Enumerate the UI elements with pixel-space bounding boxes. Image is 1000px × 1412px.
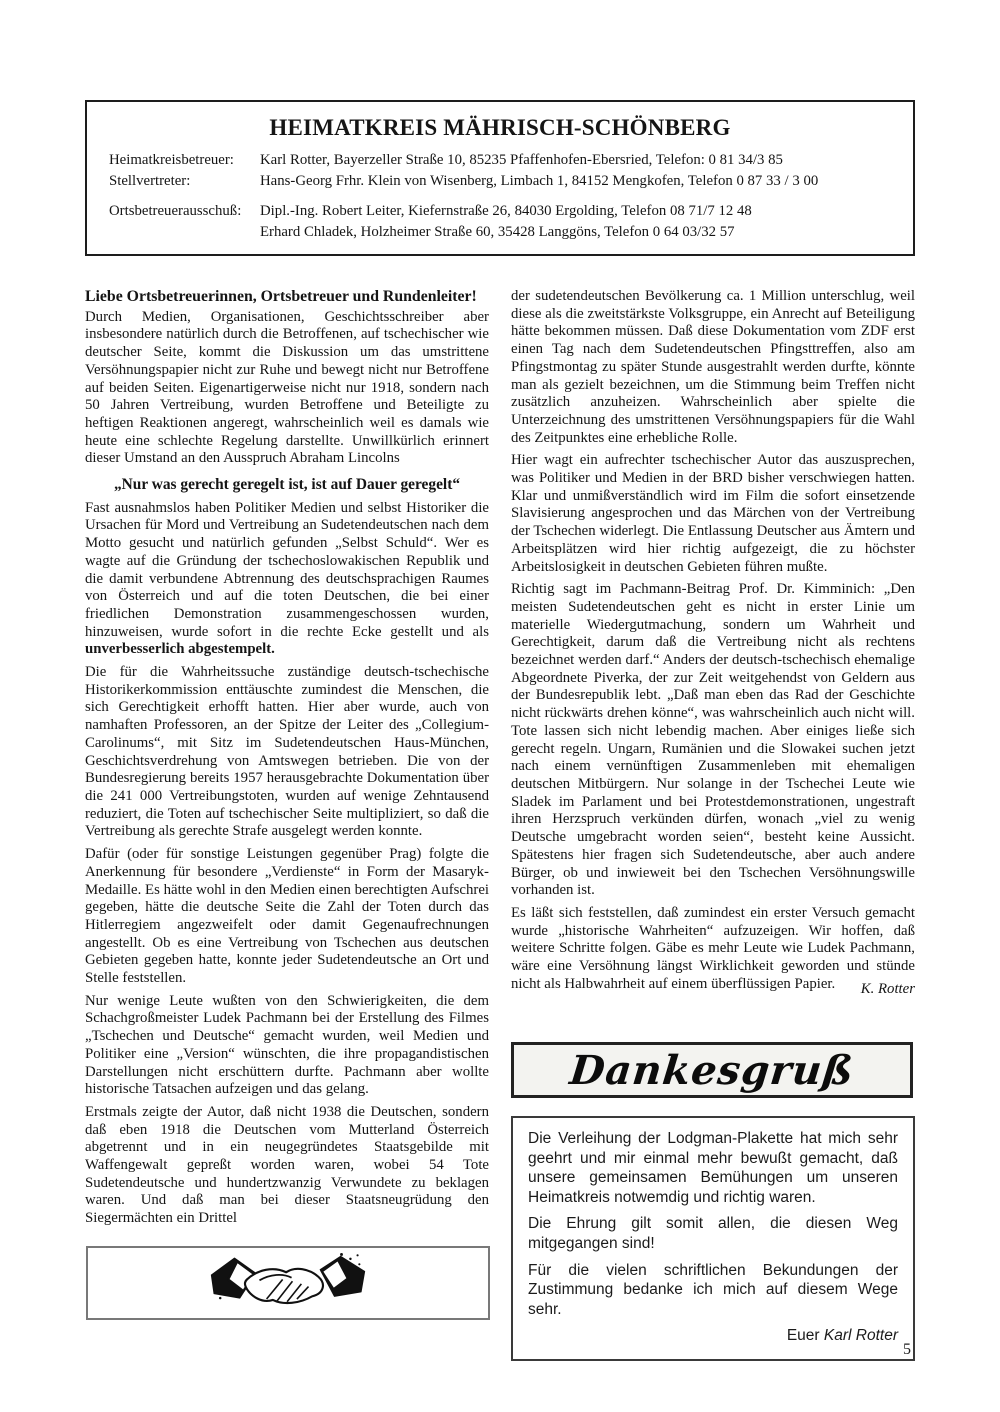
page-number: 5 [903, 1341, 911, 1358]
paragraph: Nur wenige Leute wußten von den Schwierigkeiten, die dem Schachgroßmeister Ludek Pachmann bei der Erstellung des Filmes „Tschechen und Deutsche“ gemacht wurden, weil Medien und Politiker eine „Version“ wünschten, die ihre propagandistischen Darstellungen nicht erschüttern durfte. Pachmann aber wollte historische Tatsachen aufzeigen und das gelang. [85, 992, 489, 1098]
contact-label: Stellvertreter: [109, 173, 191, 189]
contact-row [109, 222, 903, 243]
contact-label: Ortsbetreuerausschuß: [109, 203, 242, 219]
handshake-box [86, 1246, 490, 1320]
contact-value: Hans-Georg Frhr. Klein von Wisenberg, Limbach 1, 84152 Mengkofen, Telefon 0 87 33 / 3 00 [260, 173, 819, 189]
thanks-paragraph: Die Verleihung der Lodgman-Plakette hat mich sehr geehrt und mir einmal mehr bewußt gemacht, daß unsere gemeinsamen Bemühungen um unseren Heimatkreis notwemdig und richtig waren. [528, 1130, 898, 1206]
paragraph: Erstmals zeigte der Autor, daß nicht 1938 die Deutschen, sondern daß eben 1918 die Deutschen vom Mutterland Österreich abgetrennt und in ein neugegründetes Staatsgebilde mit Waffengewalt gepreßt worden waren, wobei 54 Tote Sudetendeutsche und hundertzwanzig Verwundete zu beklagen waren. Und daß man bei dieser Staatsneugrüdung den Siegermächten ein Drittel [85, 1103, 489, 1227]
paragraph: Hier wagt ein aufrechter tschechischer Autor das auszusprechen, was Politiker und Medien in der BRD bisher verschwiegen hatten. Klar und unmißverständlich wird im Film die sofort einsetzende Slavisierung angesprochen und das Märchen von der Vertreibung der Tschechen widerlegt. Die Entlassung Deutscher aus Ämtern und Arbeitsplätzen wird hier richtig aufgezeigt, die zu höchster Arbeitslosigkeit in deutschen Gebieten führen mußte. [511, 452, 915, 575]
thanks-signature [528, 1326, 898, 1346]
thanks-signature-prefix: Euer [786, 1327, 824, 1345]
thanks-box [511, 1116, 915, 1361]
author-signature: K. Rotter [860, 980, 915, 997]
paragraph-text: Fast ausnahmslos haben Politiker Medien und selbst Historiker die Ursachen für Mord und Vertreibung an Sudetendeutschen nach dem Motto gesucht und natürlich gefunden „Selbst Schuld“. Wer es wagte auf die Gründung der tschechoslowakischen Republik und die damit verbundene Abtrennung des deutschsprachigen Raumes von Österreich und auf die toten Deutschen, die bei einer friedlichen Demonstration zusammengeschossen wurden, hinzuweisen, wurde sofort in die rechte Ecke gestellt und als [85, 499, 489, 640]
paragraph: Durch Medien, Organisationen, Geschichtsschreiber aber insbesondere natürlich durch die Betroffenen, auf tschechischer wie deutscher Seite, kommt die Diskussion um das umstrittene Versöhnungspapier nicht zur Ruhe und bewegt nicht nur Betroffene auf beiden Seiten. Eigenartigerweise nicht nur 1918, sondern nach 50 Jahren Vertreibung, wurden Betroffene und Beteiligte zu heftigen Reaktionen angeregt, wahrscheinlich weil es damals wie heute eine schlechte Regelung darstellte. Unwillkürlich erinnert dieser Umstand an den Ausspruch Abraham Lincolns [85, 308, 489, 467]
contact-row [109, 201, 903, 222]
paragraph: Richtig sagt im Pachmann-Beitrag Prof. Dr. Kimminich: „Den meisten Sudetendeutschen geht es nicht in erster Linie um materielle Wiedergutmachung, sondern um Wahrheit und Gerechtigkeit, darum daß die Vertreibung nicht als rechtens bezeichnet werden darf.“ Anders der deutsch-tschechisch ehemalige Abgeordnete Piverka, der zur Zeit weitgehendst von Geldern aus der Bundesrepublik lebt. „Daß man eben das Rad der Geschichte nicht rückwärts drehen könne“, was wahrscheinlich auch nicht will. Tote lassen sich nicht lebendig machen. Aber einiges ließe sich gerecht regeln. Ungarn, Rumänien und die Slowakei suchen jetzt nach einem vernünftigen Zusammenleben mit ehemaligen deutschen Mitbürgern. Nur solange in der Tschechei Leute wie Sladek im Parlament und bei Protestdemonstrationen, ungestraft ihren Herzspruch verkünden dürfen, wonach „viel zu wenig Deutsche umgebracht worden seien“, besteht keine Aussicht. Spätestens hier fragen sich Sudetendeutsche, aber auch andere Bürger, ob und inwieweit bei den Tschechen Versöhnungswille vorhanden ist. [511, 581, 915, 899]
paragraph: Die für die Wahrheitssuche zuständige deutsch-tschechische Historikerkommission enttäuschte zumindest die Menschen, die sich Gerechtigkeit erhofft hatten. Hier aber wurde, auch von namhaften Professoren, an der Spitze der Leiter des „Collegium-Carolinums“, mit Sitz im Sudetendeutschen Haus-München, Geschichtsverdrehung von Amtswegen betrieben. Die von der Bundesregierung bereits 1957 herausgebrachte Dokumentation über die 241 000 Vertreibungstoten, wurden auf wenige Zehntausend reduziert, die Toten auf tschechischer Seite multipliziert, so daß die Vertreibung als gerechte Strafe ausgelegt werden konnte. [85, 664, 489, 840]
thanks-paragraph: Die Ehrung gilt somit allen, die diesen Weg mitgegangen sind! [528, 1215, 898, 1252]
contact-row [109, 171, 903, 192]
paragraph [85, 500, 489, 659]
contact-label [109, 222, 260, 243]
right-column [511, 288, 915, 998]
bold-emphasis: unverbesserlich abgestempelt. [85, 641, 275, 658]
thanks-signature-name: Karl Rotter [823, 1327, 898, 1345]
masthead-title: HEIMATKREIS MÄHRISCH-SCHÖNBERG [269, 115, 731, 140]
paragraph: Es läßt sich feststellen, daß zumindest ein erster Versuch gemacht wurde „historische Wahrheiten“ aufzuzeigen. Wir hoffen, daß weitere Schritte folgen. Gäbe es mehr Leute wie Ludek Pachmann, wäre eine Versöhnung längst Wirklichkeit geworden und stünde nicht als Halbwahrheit auf einem überflüssigen Papier. [511, 904, 915, 992]
paragraph: Dafür (oder für sonstige Leistungen gegenüber Prag) folgte die Anerkennung für besondere „Verdienste“ in Form der Masaryk-Medaille. Es hätte wohl in den Medien einen berechtigten Aufschrei gegeben, hätte die deutsche Seite die Zahl der Toten durch das Hitlerregiem angezweifelt oder damit Gegenaufrechnungen angestellt. Ob es eine Vertreibung von Tschechen aus deutschen Gebieten gegeben hatte, konnte jeder Sudetendeutsche an Ort und Stelle feststellen. [85, 846, 489, 987]
quote-heading: „Nur was gerecht geregelt ist, ist auf Dauer geregelt“ [113, 476, 461, 494]
thanks-paragraph: Für die vielen schriftlichen Bekundungen der Zustimmung bedanke ich mich auf diesem Wege sehr. [528, 1261, 898, 1318]
dankesgruss-box [511, 1042, 913, 1098]
contact-value: Dipl.-Ing. Robert Leiter, Kiefernstraße 26, 84030 Ergolding, Telefon 08 71/7 12 48 [260, 203, 752, 219]
contact-row [109, 150, 903, 171]
salutation-heading: Liebe Ortsbetreuerinnen, Ortsbetreuer und Rundenleiter! [85, 288, 477, 305]
left-column [85, 288, 489, 1233]
paragraph: der sudetendeutschen Bevölkerung ca. 1 Million unterschlug, weil diese als die zweitstärkste Volksgruppe, ein Anrecht auf Beteiligung hätte bekommen müssen. Daß diese Dokumentation vom ZDF erst einen Tag nach dem Sudetendeutschen Pfingsttreffen, also am Pfingstmontag zu später Stunde ausgestrahlt werden durfte, könnte man als gezielt bezeichnen, um die Stimmung beim Treffen nicht zusätzlich anzuheizen. Wahrscheinlich aber spielte die Unterzeichnung des umstrittenen Versöhnungspapiers für die Wahl des Zeitpunktes eine erhebliche Rolle. [511, 288, 915, 446]
contact-value: Erhard Chladek, Holzheimer Straße 60, 35428 Langgöns, Telefon 0 64 03/32 57 [260, 224, 735, 240]
contact-value: Karl Rotter, Bayerzeller Straße 10, 85235 Pfaffenhofen-Ebersried, Telefon: 0 81 34/3 85 [260, 152, 783, 168]
handshake-icon [204, 1250, 372, 1316]
dankesgruss-title: Dankesgruß [567, 1046, 857, 1094]
masthead-contact-rows [109, 150, 903, 243]
contact-label: Heimatkreisbetreuer: [109, 152, 234, 168]
masthead-box [85, 100, 915, 256]
